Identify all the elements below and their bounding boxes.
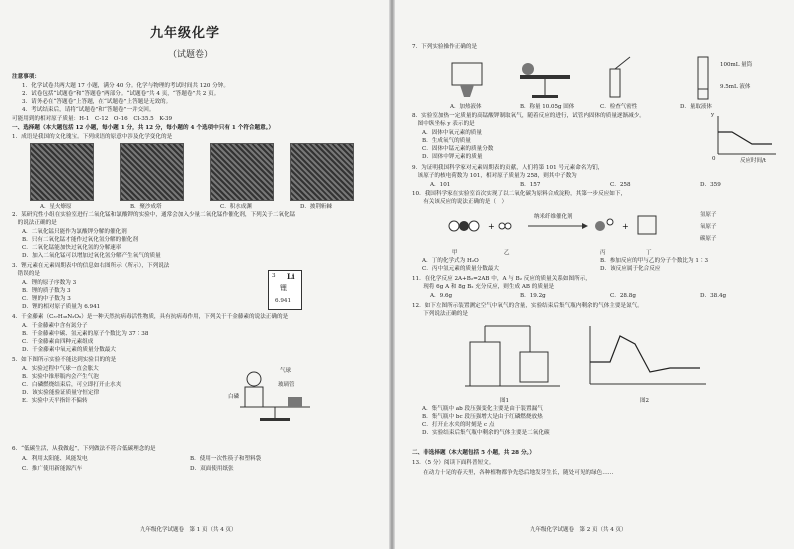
q13-passage: 在动力十足的春天里，各种植物都争先恐后地发芽生长，随处可见的绿色……: [412, 470, 614, 476]
right-page-footer: 九年级化学试题卷 第 2 页（共 4 页）: [530, 527, 627, 533]
q8-graph: [710, 112, 780, 162]
q12-option-c: C．打开止水夹的时刻是 c 点: [422, 422, 495, 428]
question-6: 6．“低碳生活，从我做起”，下列做法不符合低碳理念的是: [12, 446, 156, 452]
question-7: 7．下列实验操作正确的是: [412, 44, 478, 50]
q10-option-d: D．该反应属于化合反应: [600, 266, 661, 272]
question-11-line-2: 现将 6g A 和 8g B₂ 充分反应，则生成 AB 的质量是: [412, 284, 555, 290]
label-balloon: 气球: [280, 368, 292, 374]
note-3: 3．请务必在“答题卷”上答题，在“试题卷”上答题是无效的。: [22, 99, 172, 105]
question-11-line-1: 11．在化学反应 2A+B₂=2AB 中，A 与 B₂ 反应的质量关系如图所示，: [412, 276, 591, 282]
q8-y-label: y: [711, 112, 715, 118]
q9-option-c: C．258: [610, 182, 631, 188]
q12-apparatus: [460, 322, 570, 394]
right-page: [400, 0, 794, 549]
q12-fig-1: 图1: [500, 398, 509, 404]
q10-label-d: 丁: [646, 250, 652, 256]
q7-option-d: D．量取液体: [680, 104, 712, 110]
q5-option-c: C．白磷燃烧结束后，可立即打开止水夹: [22, 382, 122, 388]
question-3-line-1: 3．锂元素在元素周期表中的信息如右图所示（所示），下列说法: [12, 263, 170, 269]
q12-option-d: D．实验结束后集气瓶中剩余的气体主要是二氧化碳: [422, 430, 550, 436]
element-name: 锂: [280, 284, 287, 292]
q2-option-d: D．加入二氧化锰可以增加过氧化氢分解产生氧气的质量: [22, 253, 161, 259]
q4-option-b: B．千金藤素中碳、氢元素的原子个数比为 37∶38: [22, 331, 149, 337]
q11-option-b: B．19.2g: [520, 293, 546, 299]
q2-option-b: B．只有二氧化锰才能作过氧化氢分解的催化剂: [22, 237, 138, 243]
svg-text:+: +: [622, 222, 629, 231]
q12-option-b: B．集气瓶中 bc 段压强增大是由于红磷燃烧放热: [422, 414, 543, 420]
question-10-line-2: 有关该反应的说法正确的是（ ）: [412, 199, 508, 205]
note-2: 2．试卷包括“试题卷”和“答题卷”两部分。“试题卷”共 4 页，“答题卷”共 2 页。: [22, 91, 220, 97]
q5-option-a: A．实验过程中气球一直会胀大: [22, 366, 99, 372]
page-fold: [389, 0, 395, 549]
balance-apparatus: [230, 362, 320, 422]
question-10-line-1: 10．我国科学家在实验室首次实现了以二氧化碳为原料合成淀粉，其第一步反应如下，: [412, 191, 627, 197]
q5-option-e: E．实验中天平指针不偏转: [22, 398, 88, 404]
question-2-line-1: 2．某研究性小组在实验室进行二氧化锰和氯酸钾的实验中，通常会加入少量二氧化锰作催化剂，下列关于二氧化锰: [12, 212, 296, 218]
q10-arrow-label: 纳米纤维催化剂: [534, 214, 573, 220]
notes-heading: 注意事项：: [12, 74, 40, 80]
svg-text:+: +: [488, 222, 495, 231]
element-symbol: Li: [287, 272, 295, 281]
element-mass: 6.941: [275, 298, 292, 304]
q5-option-b: B．实验中锥形瓶内会产生气泡: [22, 374, 99, 380]
section-1-heading: 一、选择题（本大题包括 12 小题，每小题 1 分，共 12 分，每小题的 4 个选项中只有 1 个符合题意。）: [12, 125, 275, 131]
q10-label-a: 甲: [452, 250, 458, 256]
q8-option-b: B．生成氧气的质量: [422, 138, 471, 144]
option-image-d: [290, 143, 354, 201]
section-2-heading: 二、非选择题（本大题包括 5 小题，共 28 分。）: [412, 450, 535, 456]
q2-option-a: A．二氧化锰只能作为氯酸钾分解的催化剂: [22, 229, 127, 235]
question-12-line-2: 下列说法正确的是: [412, 311, 468, 317]
question-12-line-1: 12．如下左图所示装置测定空气中氧气的含量，实验结束后集气瓶内剩余的气体主要是氮气。: [412, 303, 643, 309]
q7-option-c: C．检查气密性: [600, 104, 638, 110]
q8-x-label: 反应时间/t: [740, 158, 767, 164]
q6-option-b: B．使用一次性筷子和塑料袋: [190, 456, 262, 462]
question-1: 1．成语是我国的文化瑰宝。下列成语的原意中涉及化学变化的是: [12, 134, 173, 140]
q10-label-b: 乙: [504, 250, 510, 256]
question-9-line-2: 该原子的核电荷数为 101，相对原子质量为 258，则其中子数为: [412, 173, 577, 179]
q10-option-b: B．参加反应的甲与乙的分子个数比为 1∶3: [600, 258, 709, 264]
left-page: [0, 0, 385, 549]
q3-option-d: D．锂的相对原子质量为 6.941: [22, 304, 101, 310]
q4-option-d: D．千金藤素中氧元素的质量分数最大: [22, 347, 116, 353]
q11-option-d: D．38.4g: [700, 293, 727, 299]
q8-option-c: C．固体中锰元素的质量分数: [422, 146, 494, 152]
q11-option-a: A．9.6g: [430, 293, 453, 299]
q3-option-b: B．锂的质子数为 3: [22, 288, 71, 294]
q7-option-a: A．加热液体: [450, 104, 482, 110]
question-8-line-1: 8．实验室加热一定质量的高锰酸钾制取氧气，随着反应的进行，试管内固体的质量逐渐减少。: [412, 113, 645, 119]
question-4: 4．千金藤素（C₃₇H₃₈N₂O₆）是一种天然抗病毒活性物质，具有抗病毒作用，下列关于千金藤素的说法正确的是: [12, 314, 289, 320]
q12-fig-2: 图2: [640, 398, 649, 404]
option-image-b: [120, 143, 184, 201]
label-glass-tube: 玻璃管: [278, 382, 295, 388]
label-cylinder: 100mL 量筒: [720, 62, 753, 68]
q5-option-d: D．该实验能验证质量守恒定律: [22, 390, 100, 396]
q7-option-b: B．称量 10.05g 固体: [520, 104, 575, 110]
q9-option-d: D．359: [700, 182, 721, 188]
q1-option-d: D．披荆斩棘: [300, 204, 332, 210]
note-1: 1．化学试卷共两大题 17 小题，满分 40 分。化学与物理的考试时间共 120 分钟。: [22, 83, 229, 89]
q2-option-c: C．二氧化锰能加快过氧化氢的分解速率: [22, 245, 122, 251]
question-3-line-2: 错误的是: [12, 271, 40, 277]
note-4: 4．考试结束后，请将“试题卷”和“答题卷”一并交回。: [22, 107, 155, 113]
q7-apparatus: [440, 55, 740, 105]
q9-option-a: A．101: [430, 182, 451, 188]
element-card: [268, 270, 302, 310]
option-image-a: [30, 143, 94, 201]
q11-option-c: C．28.8g: [610, 293, 636, 299]
legend-oxygen: 氧原子: [700, 224, 717, 230]
q10-option-c: C．丙中氢元素的质量分数最大: [422, 266, 499, 272]
question-13: 13．（5 分）阅读下面科普短文。: [412, 460, 495, 466]
q10-label-c: 丙: [600, 250, 606, 256]
q6-option-d: D．双面使用纸张: [190, 466, 234, 472]
question-5: 5．如下图所示实验不能达到实验目的的是: [12, 357, 117, 363]
q1-option-b: B．聚沙成塔: [130, 204, 162, 210]
q6-option-a: A．利用太阳能、风能发电: [22, 456, 88, 462]
q8-origin: 0: [712, 156, 716, 162]
label-liquid: 9.5mL 液体: [720, 84, 751, 90]
q3-option-a: A．锂的原子序数为 3: [22, 280, 77, 286]
q12-pressure-graph: [580, 322, 710, 394]
label-white-phosphorus: 白磷: [228, 394, 240, 400]
q9-option-b: B．157: [520, 182, 541, 188]
q8-option-d: D．固体中钾元素的质量: [422, 154, 483, 160]
option-image-c: [210, 143, 274, 201]
page-subtitle: （试题卷）: [168, 50, 214, 60]
question-2-line-2: 的说法正确的是: [12, 220, 57, 226]
left-page-footer: 九年级化学试题卷 第 1 页（共 4 页）: [140, 527, 237, 533]
q6-option-c: C．推广使用新能源汽车: [22, 466, 83, 472]
q1-option-c: C．积水成渊: [220, 204, 252, 210]
q4-option-c: C．千金藤素由四种元素组成: [22, 339, 94, 345]
q8-option-a: A．固体中氧元素的质量: [422, 130, 482, 136]
question-8-line-2: 图中纵坐标 y 表示的是: [412, 121, 475, 127]
q1-option-a: A．星火燎原: [40, 204, 72, 210]
element-number: 3: [272, 273, 276, 279]
q10-option-a: A．丁的化学式为 H₂O: [422, 258, 479, 264]
page-title: 九年级化学: [150, 26, 221, 41]
question-9-line-1: 9．为证明我国科学家对元素周期表的贡献，人们将第 101 号元素命名为钔，: [412, 165, 604, 171]
q3-option-c: C．锂的中子数为 3: [22, 296, 71, 302]
atomic-masses: 可能用到的相对原子质量：H-1 C-12 O-16 Cl-35.5 K-39: [12, 116, 173, 122]
q12-option-a: A．集气瓶中 ab 段压强变化主要是由于装置漏气: [422, 406, 543, 412]
legend-hydrogen: 氢原子: [700, 212, 717, 218]
q4-option-a: A．千金藤素中含有氮分子: [22, 323, 88, 329]
legend-carbon: 碳原子: [700, 236, 717, 242]
